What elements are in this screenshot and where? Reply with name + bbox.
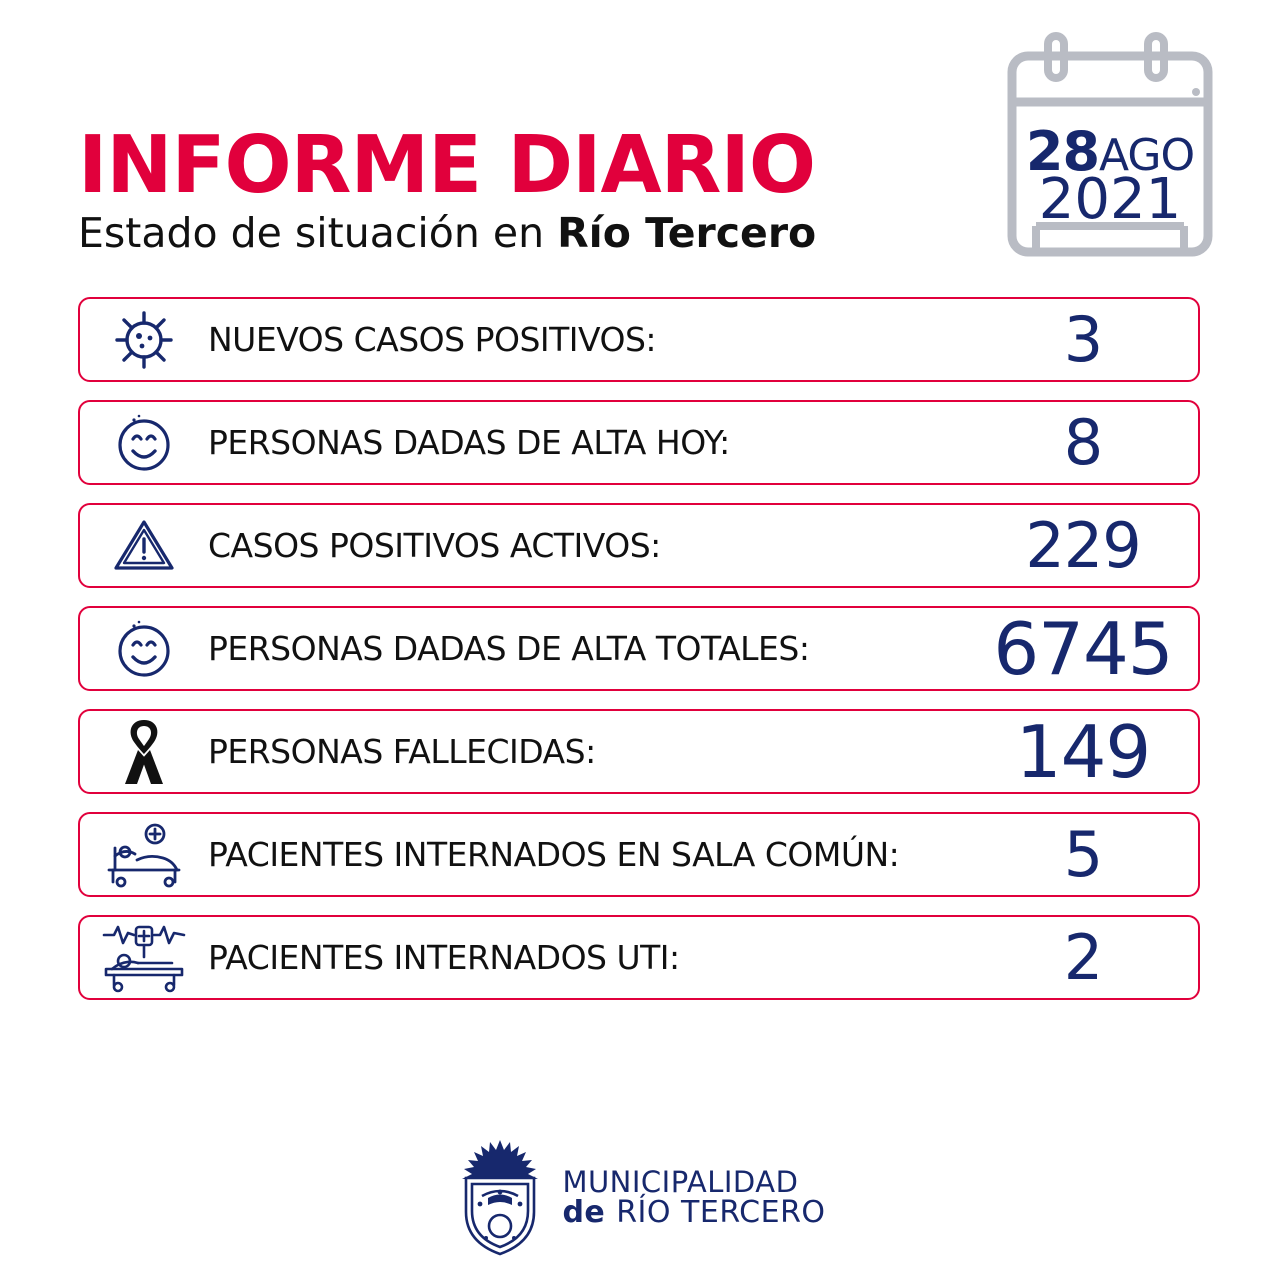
stat-value: 229 bbox=[1025, 508, 1141, 582]
footer-logo bbox=[0, 1138, 1278, 1258]
stat-label: PERSONAS DADAS DE ALTA TOTALES: bbox=[208, 629, 810, 668]
mourning-ribbon-icon bbox=[80, 709, 208, 794]
calendar-day: 28 bbox=[1025, 120, 1100, 183]
stat-row-sala-comun bbox=[78, 812, 1200, 897]
warning-triangle-icon bbox=[80, 503, 208, 588]
title-block bbox=[78, 119, 817, 258]
stat-label: PERSONAS DADAS DE ALTA HOY: bbox=[208, 423, 730, 462]
stat-value: 149 bbox=[1015, 709, 1151, 794]
stat-row-altas-hoy bbox=[78, 400, 1200, 485]
footer-line-municipalidad: MUNICIPALIDAD bbox=[562, 1165, 799, 1200]
stat-row-uti bbox=[78, 915, 1200, 1000]
footer-text bbox=[562, 1167, 825, 1229]
smiley-face-icon bbox=[80, 606, 208, 691]
municipality-crest-icon bbox=[452, 1138, 548, 1258]
footer-line-ciudad bbox=[562, 1197, 825, 1229]
stat-value: 3 bbox=[1063, 302, 1103, 376]
stat-value: 5 bbox=[1063, 817, 1103, 891]
stat-value: 6745 bbox=[993, 606, 1173, 691]
icu-bed-monitor-icon bbox=[80, 915, 208, 1000]
stat-value: 2 bbox=[1063, 920, 1103, 994]
header bbox=[0, 0, 1278, 290]
stat-label: PACIENTES INTERNADOS EN SALA COMÚN: bbox=[208, 835, 900, 874]
stats-list bbox=[78, 297, 1200, 1018]
stat-row-casos-activos bbox=[78, 503, 1200, 588]
calendar-widget bbox=[1000, 30, 1220, 280]
calendar-year: 2021 bbox=[1038, 167, 1182, 233]
page-subtitle bbox=[78, 209, 817, 258]
stat-row-fallecidas bbox=[78, 709, 1200, 794]
hospital-bed-icon bbox=[80, 812, 208, 897]
footer-de: de bbox=[562, 1195, 617, 1231]
subtitle-city: Río Tercero bbox=[557, 209, 817, 258]
stat-label: PACIENTES INTERNADOS UTI: bbox=[208, 938, 680, 977]
calendar-date bbox=[1000, 120, 1220, 233]
footer-city: RÍO TERCERO bbox=[616, 1195, 826, 1231]
calendar-month: AGO bbox=[1099, 130, 1195, 181]
page-title: INFORME DIARIO bbox=[78, 119, 816, 211]
stat-row-altas-totales bbox=[78, 606, 1200, 691]
stat-label: CASOS POSITIVOS ACTIVOS: bbox=[208, 526, 661, 565]
virus-icon bbox=[80, 297, 208, 382]
subtitle-prefix: Estado de situación en bbox=[78, 209, 558, 258]
stat-value: 8 bbox=[1063, 405, 1103, 479]
stat-row-nuevos-casos bbox=[78, 297, 1200, 382]
stat-label: NUEVOS CASOS POSITIVOS: bbox=[208, 320, 657, 359]
smiley-face-icon bbox=[80, 400, 208, 485]
stat-label: PERSONAS FALLECIDAS: bbox=[208, 732, 596, 771]
